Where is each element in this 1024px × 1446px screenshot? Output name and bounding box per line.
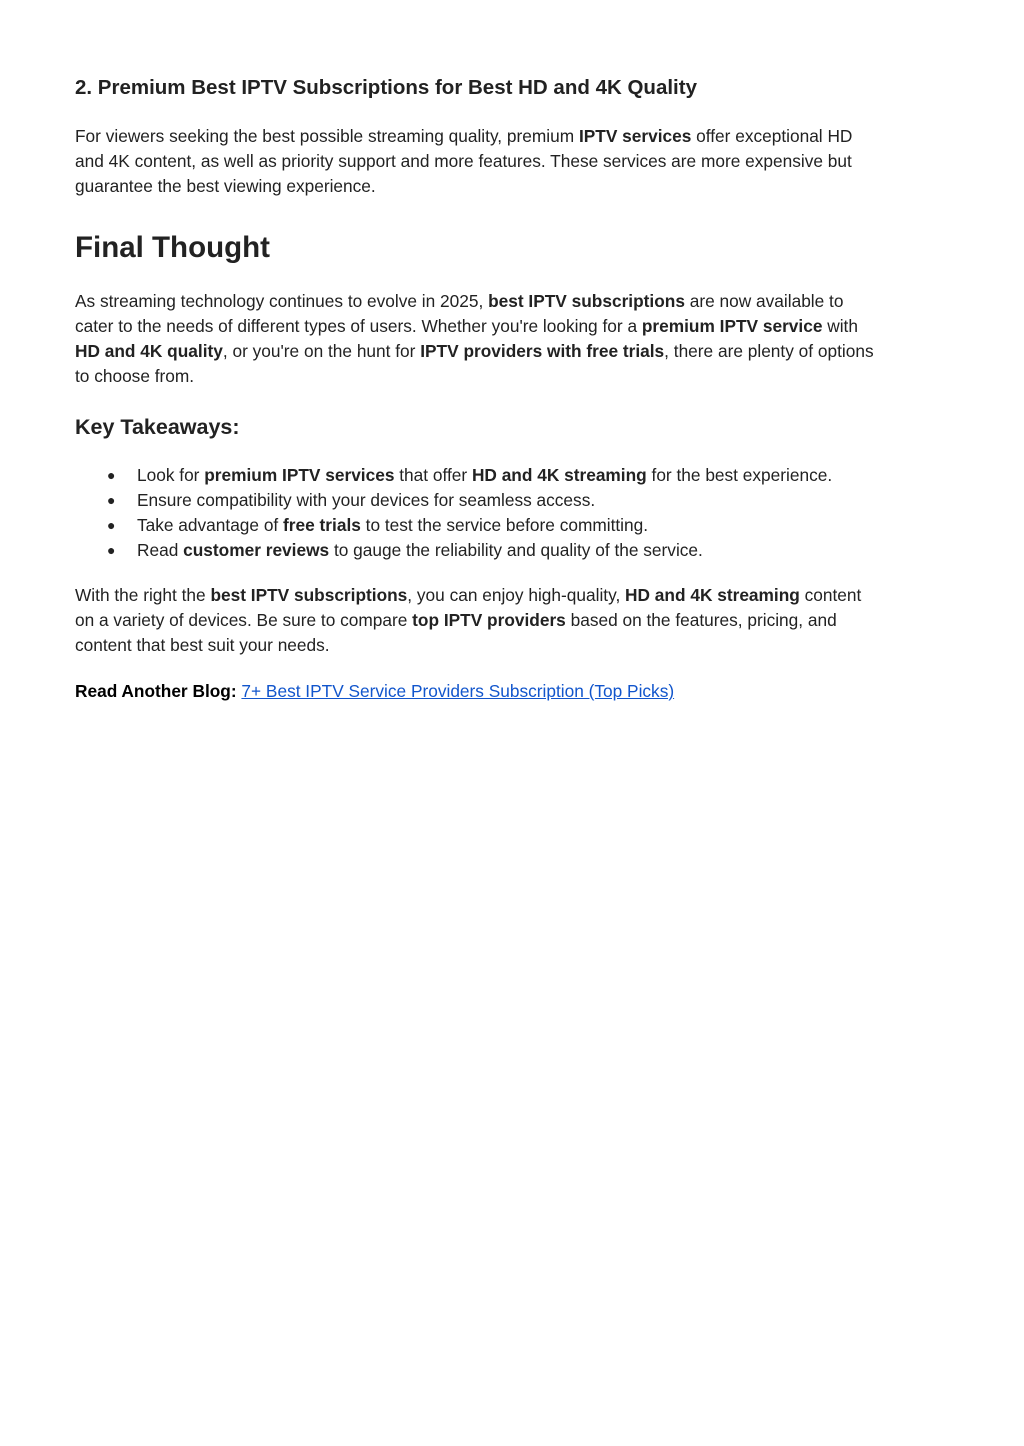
bullet-icon: ● — [107, 467, 116, 483]
list-item — [75, 538, 832, 563]
bullet-icon: ● — [107, 517, 116, 533]
final-line-3 — [75, 339, 955, 364]
read-another-blog — [75, 679, 674, 704]
closing-bold-text: HD and 4K streaming — [625, 585, 800, 605]
item-bold-text: premium IPTV services — [204, 465, 395, 485]
key-takeaways-heading: Key Takeaways: — [75, 415, 240, 439]
closing-text: , you can enjoy high-quality, — [407, 585, 626, 605]
closing-line-1 — [75, 583, 955, 608]
final-text: are now available to — [684, 291, 844, 311]
item-text: for the best experience. — [646, 465, 833, 485]
item-bold-text: HD and 4K streaming — [471, 465, 647, 485]
final-bold-text: premium IPTV service — [641, 316, 823, 336]
final-bold-text: HD and 4K quality — [75, 341, 223, 361]
final-line-2 — [75, 314, 955, 339]
bullet-icon: ● — [107, 542, 116, 558]
item-text: to test the service before committing. — [360, 515, 649, 535]
closing-text: based on the features, pricing, and — [565, 610, 837, 630]
blog-link[interactable]: 7+ Best IPTV Service Providers Subscription (Top Picks) — [241, 681, 675, 701]
closing-line-3: content that best suit your needs. — [75, 635, 330, 655]
final-text: cater to the needs of different types of users. Whether you're looking for a — [75, 316, 642, 336]
final-thought-heading: Final Thought — [75, 231, 270, 264]
closing-bold-text: top IPTV providers — [412, 610, 566, 630]
intro-text: offer exceptional HD — [691, 126, 853, 146]
intro-line-1 — [75, 124, 955, 149]
item-text: that offer — [394, 465, 472, 485]
list-item — [75, 463, 832, 488]
final-text: with — [822, 316, 858, 336]
list-item — [75, 513, 832, 538]
intro-text: For viewers seeking the best possible streaming quality, premium — [75, 126, 579, 146]
closing-paragraph — [75, 583, 955, 658]
item-text: Look for — [137, 465, 205, 485]
closing-text: content — [799, 585, 862, 605]
final-bold-text: best IPTV subscriptions — [488, 291, 685, 311]
final-text: , or you're on the hunt for — [222, 341, 421, 361]
final-text: , there are plenty of options — [664, 341, 874, 361]
closing-text: With the right the — [75, 585, 211, 605]
key-takeaways-list — [75, 463, 832, 563]
section-heading: 2. Premium Best IPTV Subscriptions for Best HD and 4K Quality — [75, 76, 697, 99]
intro-line-2: and 4K content, as well as priority support and more features. These services are more expensive but — [75, 151, 852, 171]
closing-line-2 — [75, 608, 955, 633]
final-line-4: to choose from. — [75, 366, 195, 386]
item-bold-text: customer reviews — [183, 540, 330, 560]
read-another-label: Read Another Blog: — [75, 681, 237, 701]
intro-line-3: guarantee the best viewing experience. — [75, 176, 376, 196]
list-item — [75, 488, 832, 513]
bullet-icon: ● — [107, 492, 116, 508]
item-text: Ensure compatibility with your devices for seamless access. — [137, 490, 596, 510]
intro-bold-text: IPTV services — [578, 126, 692, 146]
item-text: Read — [137, 540, 184, 560]
final-thought-paragraph — [75, 289, 955, 389]
item-bold-text: free trials — [283, 515, 361, 535]
item-text: to gauge the reliability and quality of the service. — [329, 540, 703, 560]
final-text: As streaming technology continues to evolve in 2025, — [75, 291, 489, 311]
final-bold-text: IPTV providers with free trials — [420, 341, 665, 361]
closing-text: on a variety of devices. Be sure to compare — [75, 610, 413, 630]
item-text: Take advantage of — [137, 515, 284, 535]
closing-bold-text: best IPTV subscriptions — [210, 585, 408, 605]
final-line-1 — [75, 289, 955, 314]
intro-paragraph — [75, 124, 955, 199]
